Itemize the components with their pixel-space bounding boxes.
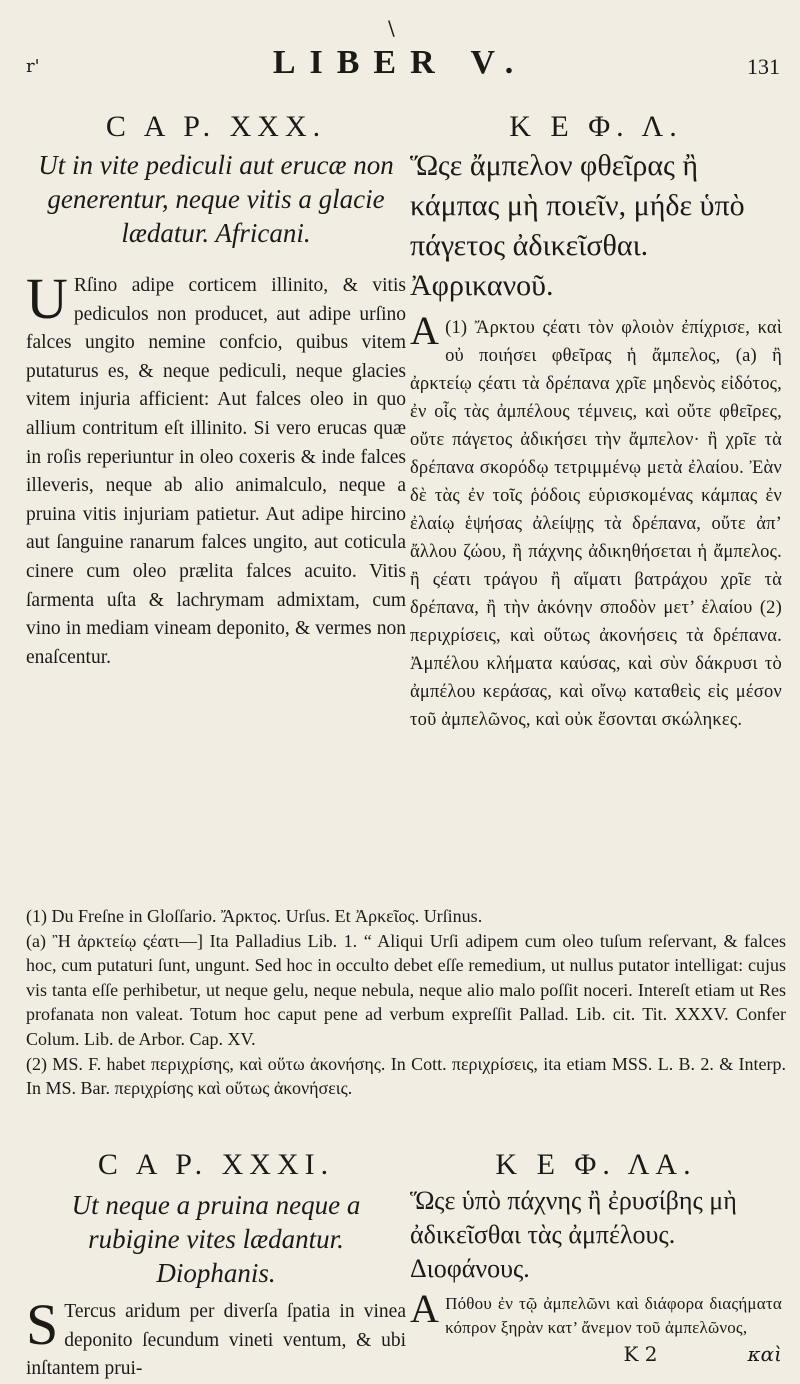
footnotes (26, 904, 786, 1101)
chapter-heading: Ut neque a pruina neque a rubigine vites lædantur. Diophanis. (71, 1190, 361, 1288)
chapter-body-text: Πόθου ἐν τῷ ἀμπελῶνι καὶ διάφορα διαςήματα κόπρον ξηρὰν κατ’ ἄνεμον τοῦ ἀμπελῶνος, (445, 1294, 782, 1337)
catchword-line (410, 1342, 782, 1366)
catchword: καὶ (747, 1342, 782, 1366)
chapter-body (410, 1286, 782, 1340)
footnote: (a) Ἢ ἀρκτείῳ ςέατι—] Ita Palladius Lib. 1. “ Aliqui Urſi adipem cum oleo tuſum reſervant, & falces hoc, cum putaturi ſunt, ungunt. Sed hoc in occulto debet eſſe remedium, ut nullus putator intelligat: cujus vis tanta eſſe perhibetur, ut neque gelu, neque nebula, neque alio malo poſſit noceri. Intereſt etiam ut Res profanata non valeat. Totum hoc caput pene ad verbum expreſſit Pallad. Lib. cit. Tit. XXXV. Confer Colum. Lib. de Arbor. Cap. XV. (26, 930, 786, 1049)
drop-cap: S (26, 1292, 59, 1357)
chapter-heading: Ὥςε ἄμπελον φθεῖρας ἢ κάμπας μὴ ποιεῖν, μήδε ὑπὸ πάγετος ἀδικεῖσθαι. Ἀφρικανοῦ. (410, 149, 745, 302)
chapter-30-latin (26, 110, 406, 672)
chapter-title: Κ Ε Φ. ΛΑ. (495, 1148, 697, 1181)
drop-cap: Α (410, 1286, 440, 1331)
signature-mark: K 2 (623, 1342, 658, 1366)
drop-cap: Α (410, 308, 440, 353)
chapter-body (26, 266, 406, 672)
chapter-title: C A P. XXX. (105, 110, 327, 143)
chapter-body (26, 1292, 406, 1384)
drop-cap: U (26, 266, 68, 331)
chapter-31-latin (26, 1148, 406, 1384)
page-number: 131 (747, 54, 780, 79)
top-mark: \ (388, 16, 395, 40)
chapter-title: C A P. XXXI. (97, 1148, 335, 1181)
running-head: LIBER V. (272, 44, 528, 81)
corner-mark: r' (26, 56, 40, 77)
chapter-body (410, 308, 782, 734)
chapter-title: Κ Ε Φ. Λ. (509, 110, 683, 143)
chapter-heading: Ὥςε ὑπὸ πάχνης ἢ ἐρυσίβης μὴ ἀδικεῖσθαι τὰς ἀμπέλους. Διοφάνους. (410, 1186, 737, 1283)
chapter-body-text: (1) Ἄρκτου ςέατι τὸν φλοιὸν ἐπίχρισε, καὶ οὐ ποιήσει φθεῖρας ἡ ἄμπελος, (a) ἢ ἀρκτείῳ ςέατι τὰ δρέπανα χρῖε μηδενὸς εἰδότος, ἐν οἷς τὰς ἀμπέλους τέμνεις, καὶ οὔτε φθεῖρες, οὔτε πάγετος ἀδικήσει τὴν ἄμπελον· ἢ χρῖε τὰ δρέπανα σκορόδῳ τετριμμένῳ μετὰ ἐλαίου. Ἐὰν δὲ τὰς ἐν τοῖς ῥόδοις εὑρισκομένας κάμπας ἐν ἐλαίῳ ἑψήσας ἀλείψῃς τὰ δρέπανα, οὔτε ἀπ’ ἄλλου ζώου, ἢ πάχνης ἀδικηθήσεται ἡ ἄμπελος. ἢ ςέατι τράγου ἢ αἵματι βατράχου χρῖε τὰ δρέπανα, ἢ τὴν ἀκόνην σποδὸν μετ’ ἐλαίου (2) περιχρίσεις, καὶ οὕτως ἀκονήσεις τὰ δρέπανα. Ἀμπέλου κλήματα καύσας, καὶ σὺν δάκρυσι τὸ ἀμπέλου κεράσας, καὶ οἴνῳ καταθεὶς εἰς μέσον τοῦ ἀμπελῶνος, καὶ οὐκ ἔσονται σκώληκες. (410, 318, 782, 730)
footnote: (2) MS. F. habet περιχρίσης, καὶ οὕτω ἀκονήσης. In Cott. περιχρίσεις, ita etiam MSS. L. B. 2. & Interp. In MS. Bar. περιχρίσης καὶ οὕτως ἀκονήσεις. (26, 1053, 786, 1099)
chapter-body-text: Rſino adipe corticem illinito, & vitis pediculos non producet, aut adipe urſino falces ungito nemine confcio, quibus vitem putaturus es, & neque pediculi, neque glacies vitem injuria afficient: Aut falces oleo in quo allium contritum eſt illinito. Si vero erucas quæ in roſis reperiuntur in oleo coxeris & inde falces illeveris, neque ab alio animalculo, neque a pruina vitis injuriam patietur. Aut adipe hircino aut ſanguine ranarum falces ungito, aut coticula cinere cum oleo prælita falces acuito. Vitis ſarmenta uſta & lachrymam admixtam, cum vino in mediam vineam deponito, & vermes non enaſcentur. (26, 275, 406, 668)
footnote: (1) Du Freſne in Gloſſario. Ἄρκτος. Urſus. Et Ἀρκεῖος. Urſinus. (26, 906, 483, 926)
chapter-body-text: Tercus aridum per diverſa ſpatia in vinea deponito ſecundum vineti ventum, & ubi inſtantem prui- (26, 1301, 406, 1380)
chapter-30-greek (410, 110, 782, 734)
chapter-heading: Ut in vite pediculi aut erucæ non generentur, neque vitis a glacie lædatur. Africani. (38, 150, 394, 248)
chapter-31-greek (410, 1148, 782, 1366)
